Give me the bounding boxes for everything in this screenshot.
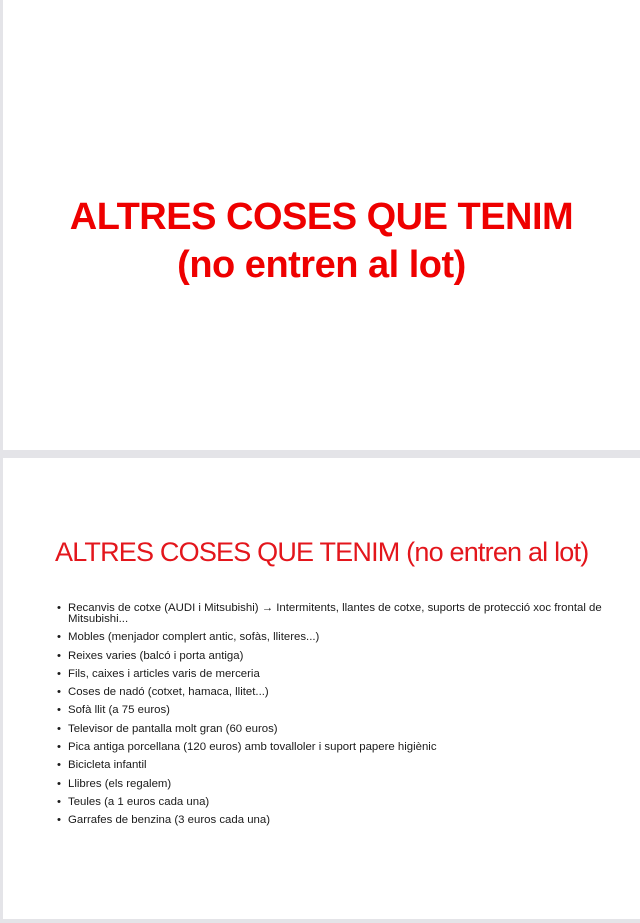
heading-line-1: ALTRES COSES QUE TENIM <box>69 196 574 238</box>
list-item: • Garrafes de benzina (3 euros cada una) <box>57 814 270 827</box>
list-item: • Televisor de pantalla molt gran (60 euros) <box>57 722 278 735</box>
bullet-icon: • <box>57 741 61 754</box>
slide-2 <box>3 458 640 919</box>
bullet-icon: • <box>57 795 61 808</box>
list-item: • Teules (a 1 euros cada una) <box>57 795 210 808</box>
bullet-icon: • <box>57 602 61 614</box>
list-item: • Fils, caixes i articles varis de merceria <box>57 667 260 680</box>
slide-title: ALTRES COSES QUE TENIM (no entren al lot) <box>55 537 589 567</box>
list-item: • Coses de nadó (cotxet, hamaca, llitet...) <box>57 686 269 699</box>
bullet-icon: • <box>57 759 61 772</box>
list-item: • Llibres (els regalem) <box>57 777 172 790</box>
bullet-icon: • <box>57 667 61 680</box>
list-item: • Pica antiga porcellana (120 euros) amb tovalloler i suport papere higiènic <box>57 741 437 754</box>
bullet-icon: • <box>57 631 61 644</box>
list-item: • Sofà llit (a 75 euros) <box>57 704 170 717</box>
list-item: • Reixes varies (balcó i porta antiga) <box>57 649 244 662</box>
list-item: • Mobles (menjador complert antic, sofàs, lliteres...) <box>57 631 320 644</box>
bullet-icon: • <box>57 814 61 827</box>
bullet-icon: • <box>57 704 61 717</box>
list-item: • Recanvis de cotxe (AUDI i Mitsubishi) → Intermitents, llantes de cotxe, suports de protecció xoc frontal de Mitsubishi... <box>57 602 602 625</box>
bullet-icon: • <box>57 649 61 662</box>
heading-line-2: (no entren al lot) <box>177 244 466 286</box>
list-item: • Bicicleta infantil <box>57 759 147 772</box>
title-slide-heading <box>3 193 640 289</box>
bullet-icon: • <box>57 722 61 735</box>
items-list <box>57 603 617 834</box>
slide-1 <box>3 0 640 450</box>
bullet-icon: • <box>57 777 61 790</box>
bullet-icon: • <box>57 686 61 699</box>
